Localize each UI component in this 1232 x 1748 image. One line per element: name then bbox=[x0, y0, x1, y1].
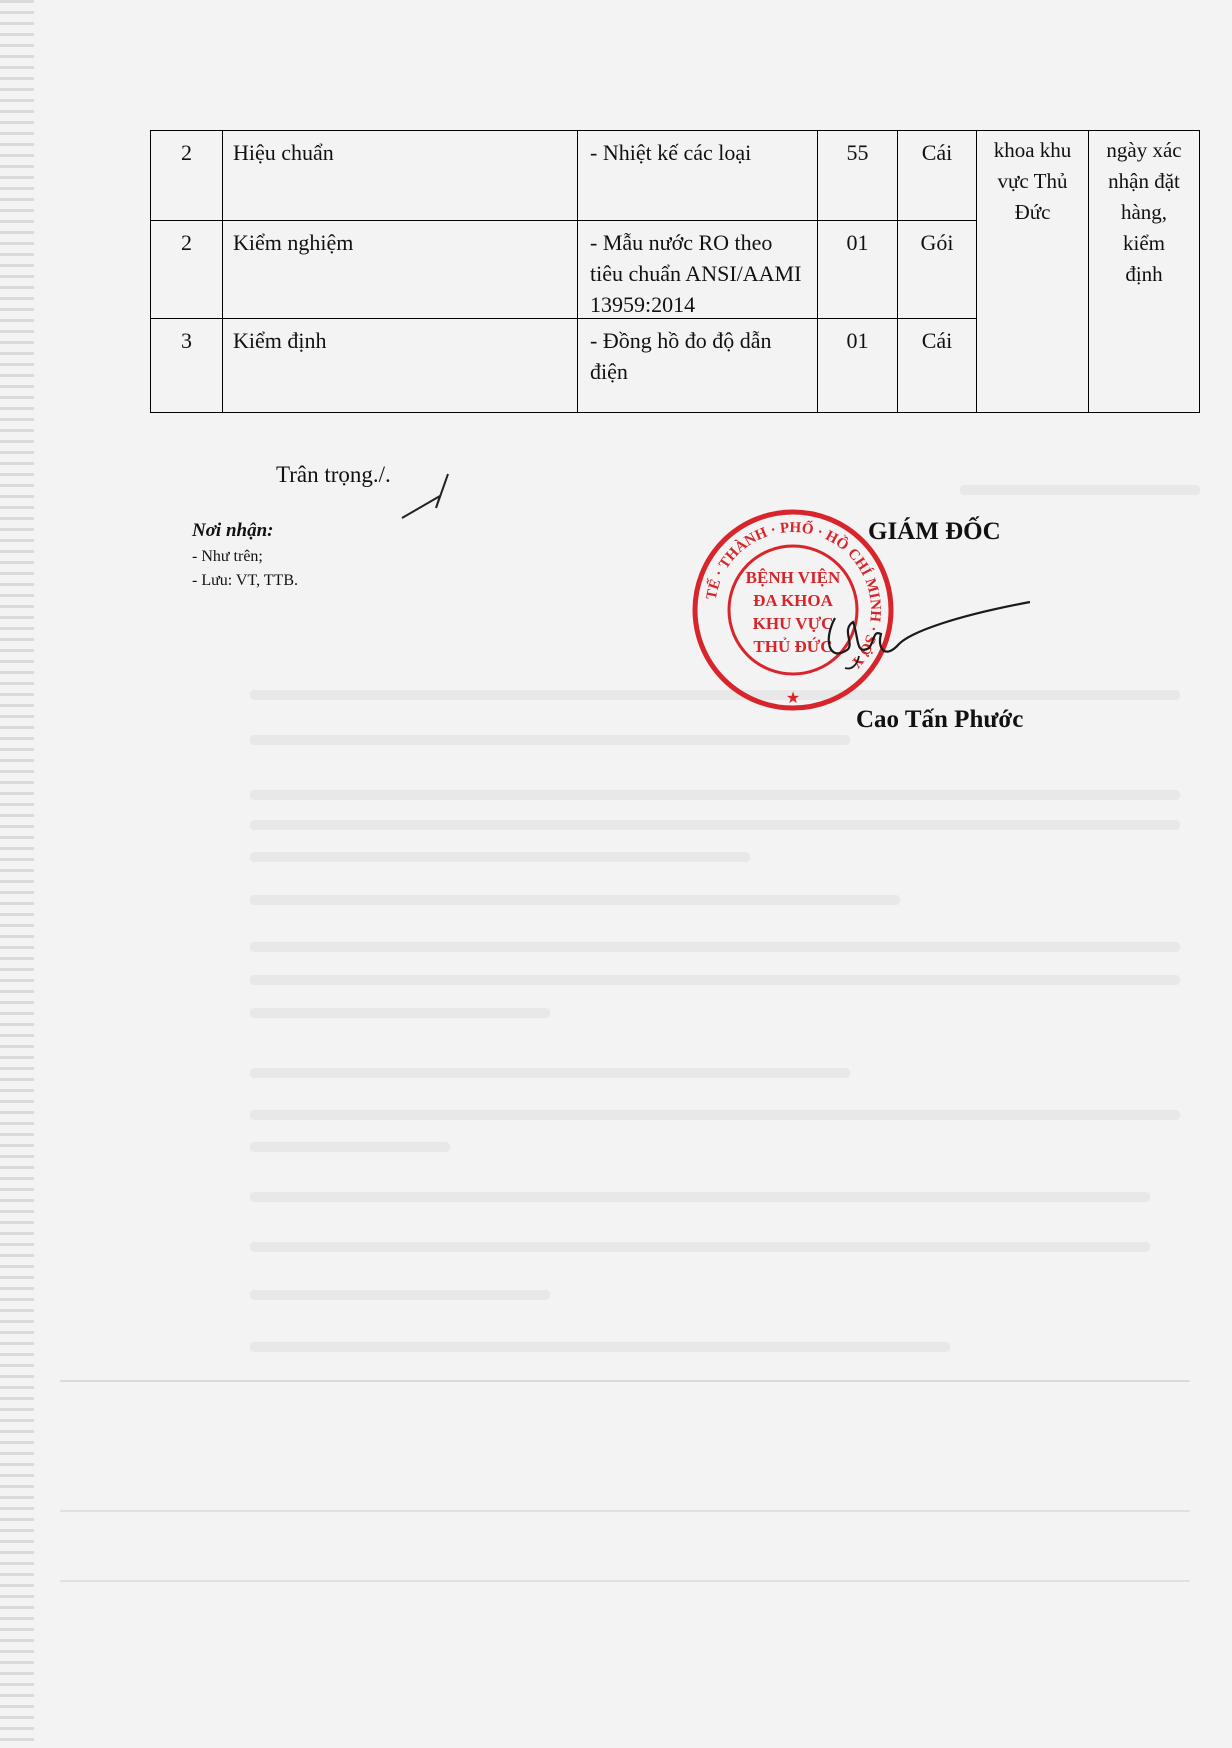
table-row bbox=[151, 221, 976, 319]
seal-line: KHU VỰC bbox=[752, 614, 834, 633]
cell-unit: Cái bbox=[921, 140, 953, 165]
merged-cell-line: ngày xác bbox=[1106, 138, 1182, 162]
bleed-line bbox=[60, 1580, 1190, 1582]
bleed-line bbox=[250, 1192, 1150, 1202]
cell-quantity: 01 bbox=[818, 319, 898, 412]
bleed-line bbox=[250, 820, 1180, 830]
seal-outer-text: TẾ · THÀNH · PHỐ · HỒ CHÍ MINH · SỞ Y bbox=[703, 519, 884, 671]
cell-unit: Cái bbox=[921, 328, 953, 353]
cell-description: - Nhiệt kế các loại bbox=[578, 131, 818, 220]
cell-quantity: 01 bbox=[818, 221, 898, 318]
initial-mark bbox=[400, 468, 450, 524]
cell-category: Kiểm định bbox=[223, 319, 578, 412]
bleed-line bbox=[960, 485, 1200, 495]
merged-cell-line: kiểm bbox=[1123, 231, 1165, 255]
cell-stt: 2 bbox=[151, 221, 223, 318]
seal-line: BỆNH VIỆN bbox=[745, 568, 841, 587]
table-row bbox=[151, 319, 976, 412]
signer-name: Cao Tấn Phước bbox=[856, 706, 1024, 733]
table-row bbox=[151, 131, 976, 221]
cell-description: - Đồng hồ đo độ dẫn điện bbox=[578, 319, 818, 412]
cell-description: - Mẫu nước RO theo tiêu chuẩn ANSI/AAMI 13959:2014 bbox=[578, 221, 818, 318]
merged-cell-deadline bbox=[1089, 131, 1199, 412]
seal-line: THỦ ĐỨC bbox=[753, 637, 833, 656]
merged-cell-line: vực Thủ bbox=[997, 169, 1068, 193]
recipients-title: Nơi nhận: bbox=[192, 520, 274, 541]
bleed-line bbox=[250, 852, 750, 862]
cell-quantity: 55 bbox=[818, 131, 898, 220]
bleed-line bbox=[250, 942, 1180, 952]
recipient-item: - Như trên; bbox=[192, 548, 263, 565]
bleed-line bbox=[250, 1008, 550, 1018]
merged-cell-line: hàng, bbox=[1120, 200, 1168, 224]
bleed-line bbox=[250, 1290, 550, 1300]
cell-category: Hiệu chuẩn bbox=[223, 131, 578, 220]
service-table bbox=[150, 130, 1200, 413]
bleed-line bbox=[250, 790, 1180, 800]
cell-stt: 2 bbox=[151, 131, 223, 220]
cell-unit: Gói bbox=[920, 230, 954, 255]
closing-text: Trân trọng./. bbox=[276, 462, 391, 487]
bleed-line bbox=[60, 1510, 1190, 1512]
bleed-line bbox=[250, 1242, 1150, 1252]
bleed-line bbox=[250, 1342, 950, 1352]
merged-cell-line: khoa khu bbox=[993, 138, 1072, 162]
bleed-line bbox=[60, 1380, 1190, 1382]
seal-star-icon: ★ bbox=[785, 690, 801, 707]
director-title: GIÁM ĐỐC bbox=[868, 518, 1001, 545]
scan-edge-left bbox=[0, 0, 34, 1748]
recipient-item: - Lưu: VT, TTB. bbox=[192, 572, 298, 589]
handwritten-signature bbox=[815, 600, 1045, 672]
bleed-line bbox=[250, 1142, 450, 1152]
bleed-line bbox=[250, 1068, 850, 1078]
bleed-line bbox=[250, 1110, 1180, 1120]
bleed-line bbox=[250, 895, 900, 905]
cell-stt: 3 bbox=[151, 319, 223, 412]
merged-cell-location bbox=[976, 131, 1089, 412]
merged-cell-line: định bbox=[1125, 262, 1163, 286]
seal-line: ĐA KHOA bbox=[753, 591, 833, 610]
cell-category: Kiểm nghiệm bbox=[223, 221, 578, 318]
merged-cell-line: Đức bbox=[1014, 200, 1051, 224]
merged-cell-line: nhận đặt bbox=[1108, 169, 1180, 193]
bleed-line bbox=[250, 975, 1180, 985]
bleed-line bbox=[250, 735, 850, 745]
